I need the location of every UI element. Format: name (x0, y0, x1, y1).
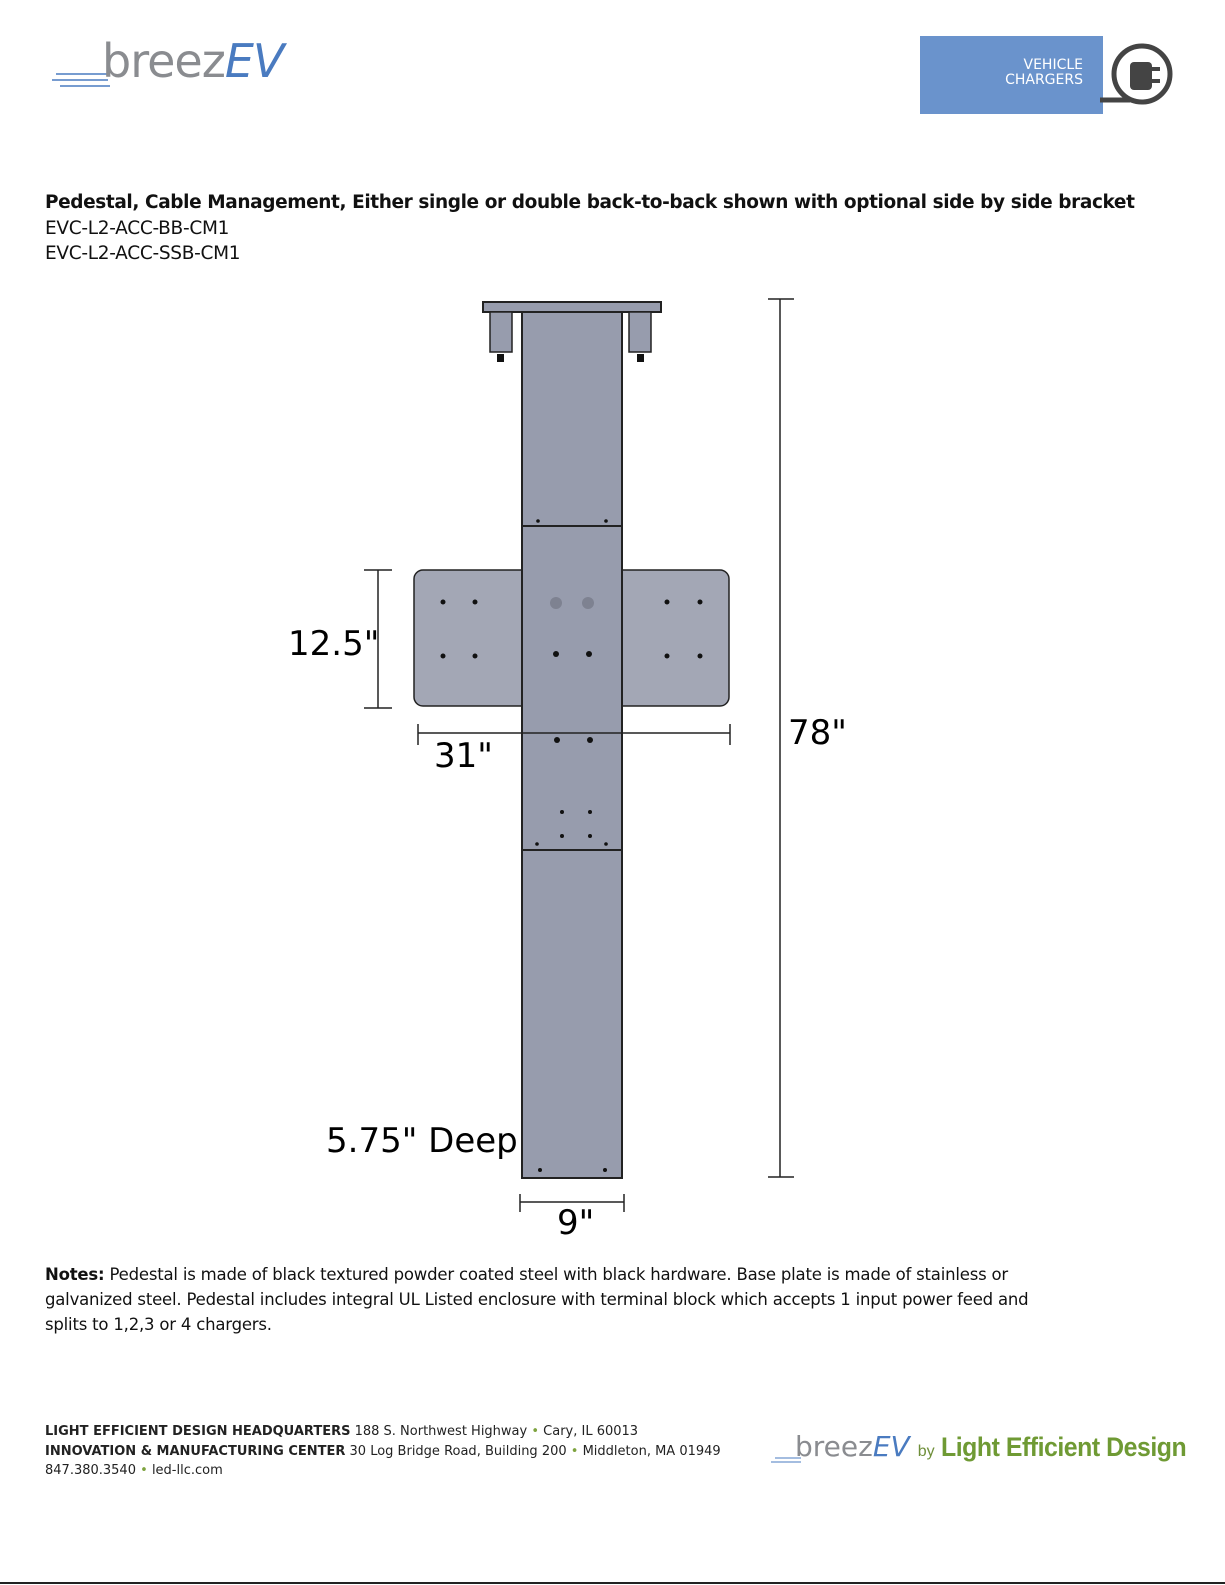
hq-label: LIGHT EFFICIENT DESIGN HEADQUARTERS (45, 1424, 351, 1439)
label-bracket-width: 31" (434, 736, 493, 776)
notes-label: Notes: (45, 1265, 105, 1284)
separator-dot: • (570, 1443, 579, 1459)
footer-contact-line (45, 1461, 721, 1481)
logo-ev: EV (224, 34, 284, 88)
website-link[interactable]: led-llc.com (151, 1463, 223, 1478)
footer-addresses (45, 1422, 721, 1481)
imc-address-1: 30 Log Bridge Road, Building 200 (349, 1443, 567, 1459)
ev-plug-icon (1100, 40, 1182, 112)
footer-logo-word: breez (795, 1430, 873, 1463)
footer-company-name: Light Efficient Design (940, 1432, 1186, 1462)
footer-brand-logo (775, 1430, 1185, 1474)
label-depth: 5.75" Deep (326, 1121, 518, 1161)
label-post-width: 9" (557, 1203, 595, 1240)
part-number-1: EVC-L2-ACC-BB-CM1 (45, 218, 230, 239)
imc-label: INNOVATION & MANUFACTURING CENTER (45, 1443, 346, 1459)
separator-dot: • (140, 1463, 148, 1478)
footer-logo-ev: EV (872, 1430, 910, 1463)
footer-imc-line (45, 1442, 721, 1462)
badge-line-1: VEHICLE (1023, 57, 1083, 73)
bottom-rule (0, 1582, 1225, 1584)
breezev-logo (50, 30, 320, 100)
vehicle-chargers-badge (920, 36, 1103, 114)
footer-hq-line (45, 1422, 721, 1442)
post-body (522, 312, 622, 1178)
label-total-height: 78" (788, 713, 847, 753)
document-title: Pedestal, Cable Management, Either single or double back-to-back shown with optional side by side bracket (45, 192, 1135, 213)
separator-dot: • (531, 1424, 540, 1439)
footer-logo-by: by (917, 1443, 935, 1460)
hq-address-2: Cary, IL 60013 (543, 1424, 639, 1439)
imc-address-2: Middleton, MA 01949 (582, 1443, 721, 1459)
pedestal-drawing (0, 280, 1225, 1240)
logo-word: breez (102, 34, 225, 88)
phone-number: 847.380.3540 (45, 1463, 136, 1478)
part-number-2: EVC-L2-ACC-SSB-CM1 (45, 243, 241, 264)
badge-line-2: CHARGERS (1005, 72, 1083, 88)
notes-paragraph (45, 1262, 1065, 1337)
hq-address-1: 188 S. Northwest Highway (354, 1424, 528, 1439)
notes-text: Pedestal is made of black textured powder coated steel with black hardware. Base plate is made of stainless or galvanized steel. Pedestal includes integral UL Listed enclosure with terminal block which accepts 1 input power feed and splits to 1,2,3 or 4 chargers. (45, 1265, 1029, 1334)
label-bracket-height: 12.5" (288, 624, 380, 664)
